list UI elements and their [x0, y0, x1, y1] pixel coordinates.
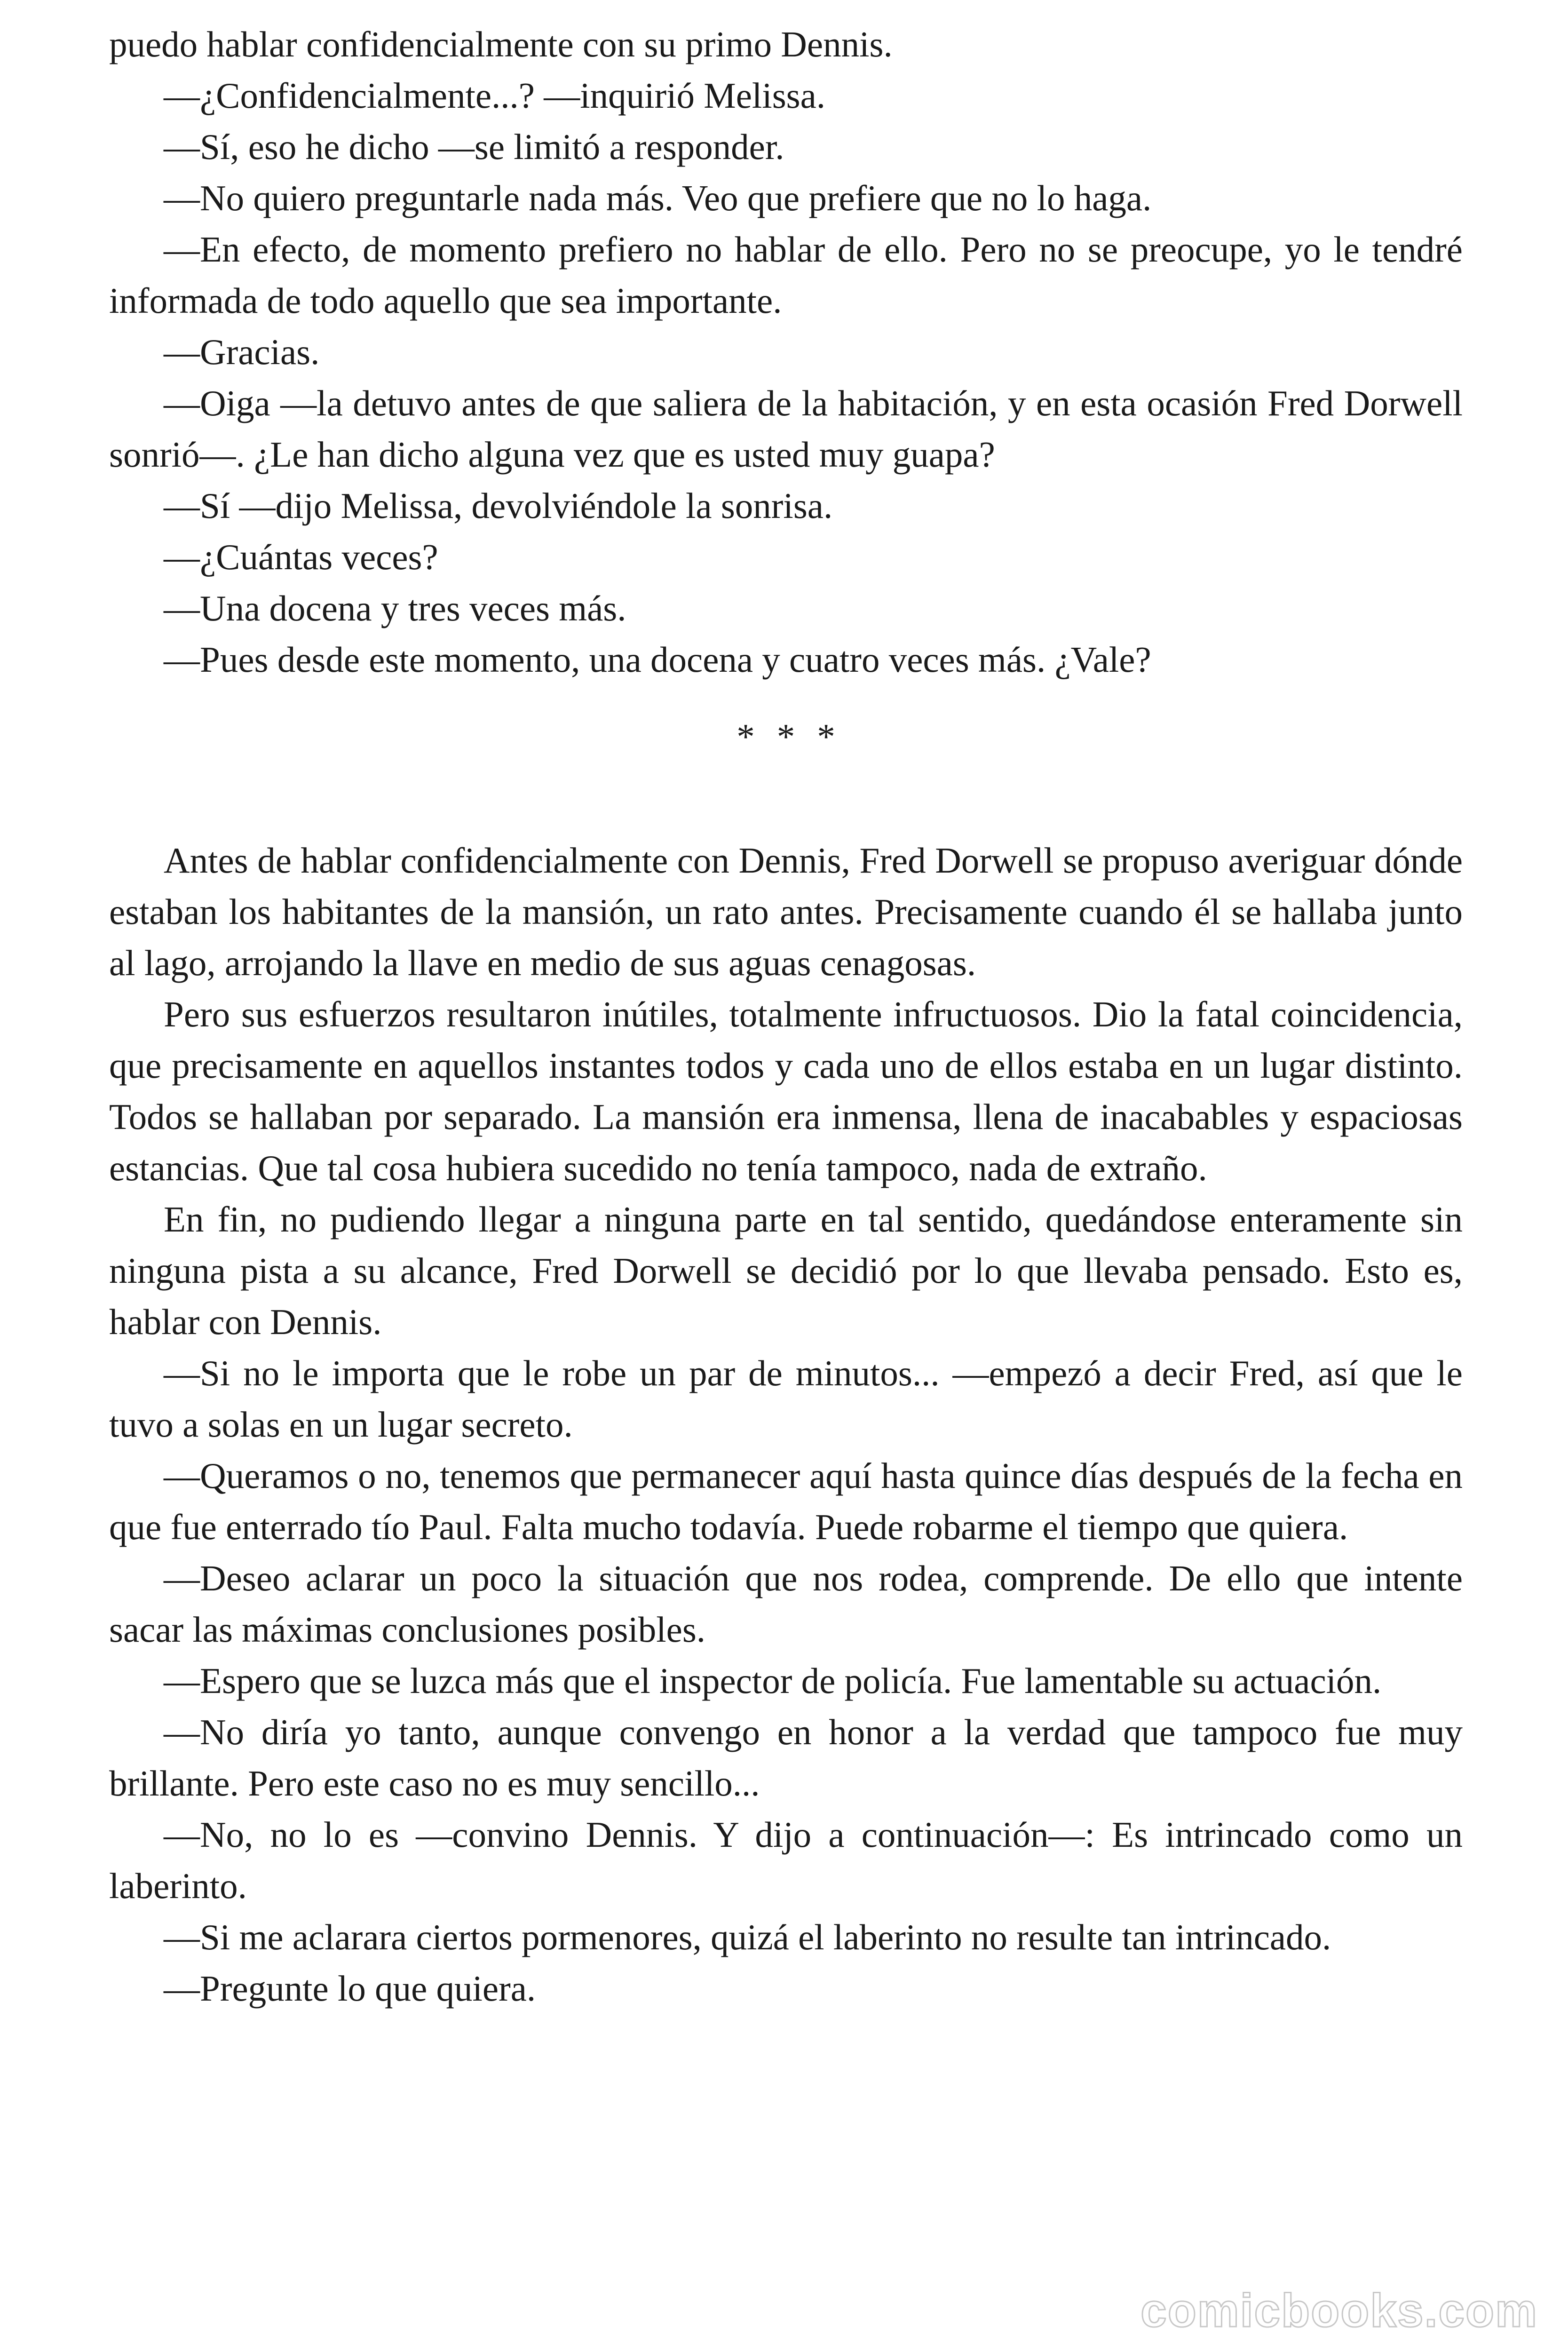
paragraph: —Oiga —la detuvo antes de que saliera de la habitación, y en esta ocasión Fred Dorwell sonrió—. ¿Le han dicho alguna vez que es usted muy guapa?	[109, 383, 1463, 475]
paragraph: —No quiero preguntarle nada más. Veo que prefiere que no lo haga.	[164, 178, 1152, 218]
paragraph: —Pues desde este momento, una docena y cuatro veces más. ¿Vale?	[164, 639, 1151, 680]
paragraph: —Deseo aclarar un poco la situación que nos rodea, comprende. De ello que intente sacar las máximas conclusiones posibles.	[109, 1558, 1463, 1650]
text-block-top	[109, 19, 1463, 685]
paragraph: Antes de hablar confidencialmente con Dennis, Fred Dorwell se propuso averiguar dónde estaban los habitantes de la mansión, un rato antes. Precisamente cuando él se hallaba junto al lago, arrojando la llave en medio de sus aguas cenagosas.	[109, 840, 1463, 983]
paragraph: En fin, no pudiendo llegar a ninguna parte en tal sentido, quedándose enteramente sin ninguna pista a su alcance, Fred Dorwell se decidió por lo que llevaba pensado. Esto es, hablar con Dennis.	[109, 1199, 1463, 1342]
paragraph: —Gracias.	[164, 332, 320, 372]
paragraph: —Si me aclarara ciertos pormenores, quizá el laberinto no resulte tan intrincado.	[164, 1917, 1331, 1957]
paragraph: —¿Confidencialmente...? —inquirió Melissa.	[164, 75, 826, 116]
paragraph: —Si no le importa que le robe un par de minutos... —empezó a decir Fred, así que le tuvo a solas en un lugar secreto.	[109, 1353, 1463, 1445]
paragraph: —Sí, eso he dicho —se limitó a responder.	[164, 127, 784, 167]
paragraph: —¿Cuántas veces?	[164, 537, 438, 577]
scene-separator: * * *	[736, 716, 842, 757]
paragraph: —No diría yo tanto, aunque convengo en honor a la verdad que tampoco fue muy brillante. Pero este caso no es muy sencillo...	[109, 1712, 1463, 1804]
paragraph: —Queramos o no, tenemos que permanecer aquí hasta quince días después de la fecha en que fue enterrado tío Paul. Falta mucho todavía. Puede robarme el tiempo que quiera.	[109, 1455, 1463, 1547]
text-block-bottom	[109, 835, 1463, 2014]
paragraph: —Sí —dijo Melissa, devolviéndole la sonrisa.	[164, 485, 833, 526]
paragraph: —Una docena y tres veces más.	[164, 588, 626, 628]
paragraph: Pero sus esfuerzos resultaron inútiles, totalmente infructuosos. Dio la fatal coincidencia, que precisamente en aquellos instantes todos y cada uno de ellos estaba en un lugar distinto. Todos se hallaban por separado. La mansión era inmensa, llena de inacabables y espaciosas estancias. Que tal cosa hubiera sucedido no tenía tampoco, nada de extraño.	[109, 994, 1463, 1188]
paragraph: puedo hablar confidencialmente con su primo Dennis.	[109, 24, 893, 64]
paragraph: —No, no lo es —convino Dennis. Y dijo a continuación—: Es intrincado como un laberinto.	[109, 1814, 1463, 1906]
paragraph: —Espero que se luzca más que el inspector de policía. Fue lamentable su actuación.	[164, 1661, 1382, 1701]
watermark-logo: comicbooks.com	[1140, 2284, 1538, 2337]
paragraph: —En efecto, de momento prefiero no hablar de ello. Pero no se preocupe, yo le tendré informada de todo aquello que sea importante.	[109, 229, 1463, 321]
paragraph: —Pregunte lo que quiera.	[164, 1968, 536, 2009]
document-page	[109, 19, 1463, 2014]
